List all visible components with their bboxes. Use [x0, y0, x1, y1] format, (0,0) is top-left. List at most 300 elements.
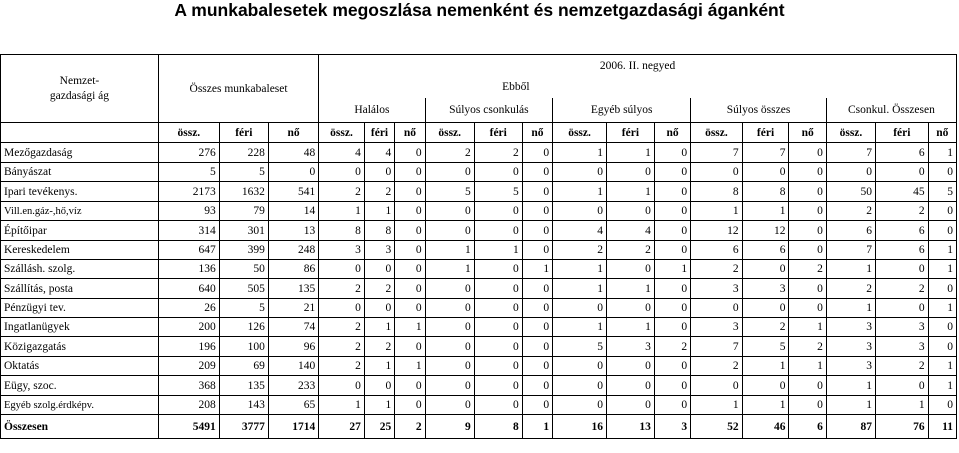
subheader-cell: össz.: [691, 123, 742, 143]
value-cell: 2: [826, 202, 875, 221]
value-cell: 1: [606, 143, 654, 163]
value-cell: 4: [319, 143, 365, 163]
subheader-cell: féri: [474, 123, 522, 143]
value-cell: 0: [789, 279, 826, 299]
value-cell: 0: [742, 299, 789, 318]
value-cell: 0: [364, 260, 394, 279]
subheader-cell: össz.: [319, 123, 365, 143]
value-cell: 45: [876, 182, 929, 202]
table-row: [1, 337, 957, 357]
value-cell: 1: [928, 241, 956, 260]
value-cell: 0: [319, 163, 365, 182]
value-cell: 0: [928, 221, 956, 241]
value-cell: 2: [876, 357, 929, 376]
value-cell: 0: [425, 318, 474, 337]
value-cell: 1: [826, 376, 875, 396]
value-cell: 0: [395, 337, 425, 357]
value-cell: 12: [691, 221, 742, 241]
value-cell: 0: [395, 260, 425, 279]
value-cell: 21: [268, 299, 318, 318]
value-cell: 0: [474, 163, 522, 182]
value-cell: 1: [364, 202, 394, 221]
value-cell: 0: [606, 202, 654, 221]
value-cell: 126: [219, 318, 268, 337]
table-row: [1, 357, 957, 376]
value-cell: 14: [268, 202, 318, 221]
value-cell: 0: [474, 279, 522, 299]
value-cell: 640: [158, 279, 219, 299]
value-cell: 0: [522, 221, 552, 241]
value-cell: 6: [826, 221, 875, 241]
value-cell: 3: [876, 318, 929, 337]
value-cell: 0: [691, 299, 742, 318]
value-cell: 0: [553, 376, 607, 396]
value-cell: 1: [425, 260, 474, 279]
value-cell: 27: [319, 415, 365, 439]
subheader-cell: féri: [364, 123, 394, 143]
subheader-cell: nő: [268, 123, 318, 143]
value-cell: 1: [789, 357, 826, 376]
value-cell: 1632: [219, 182, 268, 202]
value-cell: 9: [425, 415, 474, 439]
table-row: [1, 221, 957, 241]
value-cell: 0: [522, 299, 552, 318]
subheader-cell: össz.: [425, 123, 474, 143]
value-cell: 0: [474, 260, 522, 279]
value-cell: 8: [364, 221, 394, 241]
value-cell: 1: [826, 396, 875, 415]
value-cell: 0: [789, 299, 826, 318]
value-cell: 0: [789, 163, 826, 182]
value-cell: 0: [522, 163, 552, 182]
value-cell: 2: [364, 337, 394, 357]
value-cell: 0: [474, 337, 522, 357]
subheader-cell: féri: [219, 123, 268, 143]
accident-table: [0, 54, 957, 439]
value-cell: 1: [876, 396, 929, 415]
branch-name: Ingatlanügyek: [1, 318, 159, 337]
branch-name: Egyéb szolg.érdképv.: [1, 396, 159, 415]
value-cell: 87: [826, 415, 875, 439]
value-cell: 143: [219, 396, 268, 415]
value-cell: 2: [319, 337, 365, 357]
value-cell: 0: [395, 202, 425, 221]
value-cell: 647: [158, 241, 219, 260]
table-row: [1, 318, 957, 337]
value-cell: 0: [364, 299, 394, 318]
value-cell: 2: [789, 337, 826, 357]
value-cell: 314: [158, 221, 219, 241]
value-cell: 0: [876, 260, 929, 279]
branch-name: Pénzügyi tev.: [1, 299, 159, 318]
table-row: [1, 202, 957, 221]
subheader-cell: nő: [395, 123, 425, 143]
value-cell: 1: [928, 376, 956, 396]
value-cell: 0: [522, 318, 552, 337]
value-cell: 301: [219, 221, 268, 241]
table-row: [1, 299, 957, 318]
value-cell: 0: [522, 241, 552, 260]
value-cell: 0: [789, 376, 826, 396]
value-cell: 0: [522, 396, 552, 415]
value-cell: 2: [425, 143, 474, 163]
value-cell: 1: [522, 260, 552, 279]
value-cell: 0: [654, 221, 690, 241]
value-cell: 16: [553, 415, 607, 439]
branch-name: Vill.en.gáz-,hő,víz: [1, 202, 159, 221]
value-cell: 399: [219, 241, 268, 260]
branch-name: Szállítás, posta: [1, 279, 159, 299]
value-cell: 2: [876, 202, 929, 221]
subheader-cell: össz.: [158, 123, 219, 143]
value-cell: 0: [522, 337, 552, 357]
value-cell: 0: [364, 376, 394, 396]
subheader-cell: nő: [789, 123, 826, 143]
value-cell: 0: [928, 318, 956, 337]
subheader-cell: nő: [522, 123, 552, 143]
value-cell: 368: [158, 376, 219, 396]
value-cell: 0: [395, 376, 425, 396]
value-cell: 3: [826, 318, 875, 337]
value-cell: 1: [826, 260, 875, 279]
value-cell: 0: [395, 299, 425, 318]
value-cell: 0: [742, 163, 789, 182]
value-cell: 0: [654, 357, 690, 376]
value-cell: 0: [268, 163, 318, 182]
value-cell: 5: [158, 163, 219, 182]
subheader-cell: össz.: [553, 123, 607, 143]
subheader-cell: féri: [606, 123, 654, 143]
value-cell: 25: [364, 415, 394, 439]
value-cell: 0: [474, 357, 522, 376]
value-cell: 1714: [268, 415, 318, 439]
value-cell: 0: [474, 299, 522, 318]
value-cell: 0: [522, 279, 552, 299]
value-cell: 4: [364, 143, 394, 163]
value-cell: 0: [928, 279, 956, 299]
value-cell: 5: [928, 182, 956, 202]
value-cell: 135: [219, 376, 268, 396]
value-cell: 140: [268, 357, 318, 376]
value-cell: 1: [553, 260, 607, 279]
table-row: [1, 260, 957, 279]
value-cell: 26: [158, 299, 219, 318]
value-cell: 76: [876, 415, 929, 439]
value-cell: 0: [425, 337, 474, 357]
value-cell: 2: [395, 415, 425, 439]
value-cell: 2: [364, 279, 394, 299]
value-cell: 5: [219, 299, 268, 318]
value-cell: 0: [425, 279, 474, 299]
value-cell: 0: [826, 163, 875, 182]
value-cell: 11: [928, 415, 956, 439]
branch-subheader: [1, 123, 159, 143]
value-cell: 7: [742, 143, 789, 163]
mutilation-total-header: Csonkul. Összesen: [826, 98, 956, 123]
value-cell: 5: [219, 163, 268, 182]
table-row: [1, 143, 957, 163]
value-cell: 0: [742, 376, 789, 396]
value-cell: 13: [268, 221, 318, 241]
value-cell: 2: [654, 337, 690, 357]
value-cell: 0: [654, 279, 690, 299]
value-cell: 2: [691, 260, 742, 279]
value-cell: 3: [364, 241, 394, 260]
value-cell: 0: [654, 376, 690, 396]
subheader-cell: féri: [876, 123, 929, 143]
value-cell: 2: [474, 143, 522, 163]
branch-name: Eügy, szoc.: [1, 376, 159, 396]
value-cell: 0: [789, 241, 826, 260]
value-cell: 0: [553, 396, 607, 415]
value-cell: 6: [691, 241, 742, 260]
value-cell: 0: [319, 299, 365, 318]
value-cell: 233: [268, 376, 318, 396]
value-cell: 65: [268, 396, 318, 415]
value-cell: 1: [742, 396, 789, 415]
value-cell: 2: [742, 318, 789, 337]
value-cell: 7: [826, 143, 875, 163]
value-cell: 0: [654, 182, 690, 202]
value-cell: 276: [158, 143, 219, 163]
value-cell: 0: [553, 202, 607, 221]
value-cell: 0: [606, 396, 654, 415]
value-cell: 2: [364, 182, 394, 202]
value-cell: 1: [319, 202, 365, 221]
value-cell: 0: [395, 279, 425, 299]
value-cell: 2: [826, 279, 875, 299]
value-cell: 5: [474, 182, 522, 202]
value-cell: 0: [928, 163, 956, 182]
value-cell: 6: [742, 241, 789, 260]
value-cell: 1: [319, 396, 365, 415]
value-cell: 0: [606, 299, 654, 318]
value-cell: 8: [319, 221, 365, 241]
value-cell: 79: [219, 202, 268, 221]
value-cell: 0: [789, 182, 826, 202]
table-row: [1, 279, 957, 299]
value-cell: 5: [425, 182, 474, 202]
value-cell: 136: [158, 260, 219, 279]
table-row: [1, 241, 957, 260]
value-cell: 0: [425, 163, 474, 182]
value-cell: 4: [553, 221, 607, 241]
subheader-cell: nő: [654, 123, 690, 143]
value-cell: 0: [606, 260, 654, 279]
value-cell: 48: [268, 143, 318, 163]
value-cell: 3: [691, 318, 742, 337]
value-cell: 0: [319, 260, 365, 279]
value-cell: 1: [742, 357, 789, 376]
value-cell: 2: [606, 241, 654, 260]
table-row: [1, 376, 957, 396]
value-cell: 0: [553, 163, 607, 182]
value-cell: 0: [654, 318, 690, 337]
value-cell: 0: [522, 143, 552, 163]
value-cell: 2: [691, 357, 742, 376]
value-cell: 0: [691, 376, 742, 396]
severe-total-header: Súlyos összes: [691, 98, 827, 123]
value-cell: 0: [691, 163, 742, 182]
value-cell: 0: [425, 357, 474, 376]
value-cell: 8: [691, 182, 742, 202]
value-cell: 209: [158, 357, 219, 376]
value-cell: 6: [789, 415, 826, 439]
value-cell: 0: [553, 299, 607, 318]
value-cell: 1: [553, 318, 607, 337]
value-cell: 228: [219, 143, 268, 163]
value-cell: 1: [826, 299, 875, 318]
value-cell: 13: [606, 415, 654, 439]
subheader-cell: össz.: [826, 123, 875, 143]
value-cell: 6: [876, 241, 929, 260]
value-cell: 7: [826, 241, 875, 260]
value-cell: 3: [876, 337, 929, 357]
value-cell: 0: [474, 318, 522, 337]
value-cell: 7: [691, 337, 742, 357]
branch-header: Nemzet- gazdasági ág: [1, 55, 159, 123]
value-cell: 1: [606, 182, 654, 202]
value-cell: 0: [425, 202, 474, 221]
value-cell: 96: [268, 337, 318, 357]
value-cell: 2: [319, 357, 365, 376]
value-cell: 1: [425, 241, 474, 260]
value-cell: 0: [395, 182, 425, 202]
branch-name: Oktatás: [1, 357, 159, 376]
value-cell: 2: [553, 241, 607, 260]
value-cell: 3777: [219, 415, 268, 439]
value-cell: 52: [691, 415, 742, 439]
value-cell: 196: [158, 337, 219, 357]
value-cell: 1: [553, 279, 607, 299]
value-cell: 50: [219, 260, 268, 279]
value-cell: 0: [522, 376, 552, 396]
value-cell: 7: [691, 143, 742, 163]
value-cell: 0: [425, 376, 474, 396]
value-cell: 135: [268, 279, 318, 299]
value-cell: 5: [553, 337, 607, 357]
spacer-cell: [319, 77, 425, 98]
value-cell: 0: [789, 396, 826, 415]
value-cell: 86: [268, 260, 318, 279]
value-cell: 0: [789, 143, 826, 163]
subheader-cell: féri: [742, 123, 789, 143]
value-cell: 0: [789, 221, 826, 241]
value-cell: 12: [742, 221, 789, 241]
value-cell: 0: [364, 163, 394, 182]
value-cell: 2: [876, 279, 929, 299]
value-cell: 0: [425, 396, 474, 415]
value-cell: 93: [158, 202, 219, 221]
value-cell: 6: [876, 221, 929, 241]
page-title: A munkabalesetek megoszlása nemenként és nemzetgazdasági áganként: [174, 0, 785, 20]
value-cell: 1: [691, 202, 742, 221]
value-cell: 0: [425, 221, 474, 241]
value-cell: 1: [606, 318, 654, 337]
value-cell: 0: [928, 396, 956, 415]
value-cell: 0: [474, 376, 522, 396]
value-cell: 1: [364, 318, 394, 337]
value-cell: 1: [474, 241, 522, 260]
value-cell: 2173: [158, 182, 219, 202]
value-cell: 0: [654, 202, 690, 221]
value-cell: 1: [395, 357, 425, 376]
value-cell: 0: [928, 337, 956, 357]
value-cell: 1: [928, 260, 956, 279]
value-cell: 2: [319, 182, 365, 202]
table-row: [1, 163, 957, 182]
value-cell: 0: [395, 163, 425, 182]
value-cell: 0: [654, 143, 690, 163]
value-cell: 50: [826, 182, 875, 202]
value-cell: 0: [606, 376, 654, 396]
value-cell: 1: [522, 415, 552, 439]
value-cell: 2: [319, 318, 365, 337]
period-header: 2006. II. negyed: [319, 55, 957, 77]
value-cell: 2: [789, 260, 826, 279]
branch-name: Összesen: [1, 415, 159, 439]
value-cell: 0: [522, 182, 552, 202]
value-cell: 0: [425, 299, 474, 318]
value-cell: 0: [606, 357, 654, 376]
value-cell: 3: [606, 337, 654, 357]
value-cell: 0: [474, 221, 522, 241]
value-cell: 0: [395, 143, 425, 163]
value-cell: 1: [789, 318, 826, 337]
value-cell: 3: [826, 357, 875, 376]
value-cell: 200: [158, 318, 219, 337]
other-severe-header: Egyéb súlyos: [553, 98, 691, 123]
value-cell: 3: [826, 337, 875, 357]
value-cell: 0: [789, 202, 826, 221]
value-cell: 0: [522, 357, 552, 376]
value-cell: 0: [606, 163, 654, 182]
value-cell: 248: [268, 241, 318, 260]
value-cell: 1: [553, 143, 607, 163]
value-cell: 1: [553, 182, 607, 202]
branch-name: Ipari tevékenys.: [1, 182, 159, 202]
value-cell: 6: [876, 143, 929, 163]
value-cell: 0: [876, 163, 929, 182]
value-cell: 100: [219, 337, 268, 357]
value-cell: 208: [158, 396, 219, 415]
value-cell: 0: [654, 299, 690, 318]
table-row: [1, 182, 957, 202]
value-cell: 4: [606, 221, 654, 241]
value-cell: 541: [268, 182, 318, 202]
total-header: Összes munkabaleset: [158, 55, 318, 123]
total-row: [1, 415, 957, 439]
value-cell: 0: [474, 396, 522, 415]
value-cell: 0: [742, 260, 789, 279]
value-cell: 3: [691, 279, 742, 299]
value-cell: 0: [928, 202, 956, 221]
severe-mutilating-header: Súlyos csonkulás: [425, 98, 553, 123]
value-cell: 0: [876, 299, 929, 318]
value-cell: 0: [654, 163, 690, 182]
value-cell: 0: [395, 221, 425, 241]
value-cell: 0: [395, 396, 425, 415]
fatal-header: Halálos: [319, 98, 425, 123]
branch-name: Közigazgatás: [1, 337, 159, 357]
value-cell: 8: [742, 182, 789, 202]
value-cell: 0: [395, 241, 425, 260]
value-cell: 1: [395, 318, 425, 337]
branch-name: Építőipar: [1, 221, 159, 241]
branch-name: Mezőgazdaság: [1, 143, 159, 163]
subheader-cell: nő: [928, 123, 956, 143]
value-cell: 69: [219, 357, 268, 376]
